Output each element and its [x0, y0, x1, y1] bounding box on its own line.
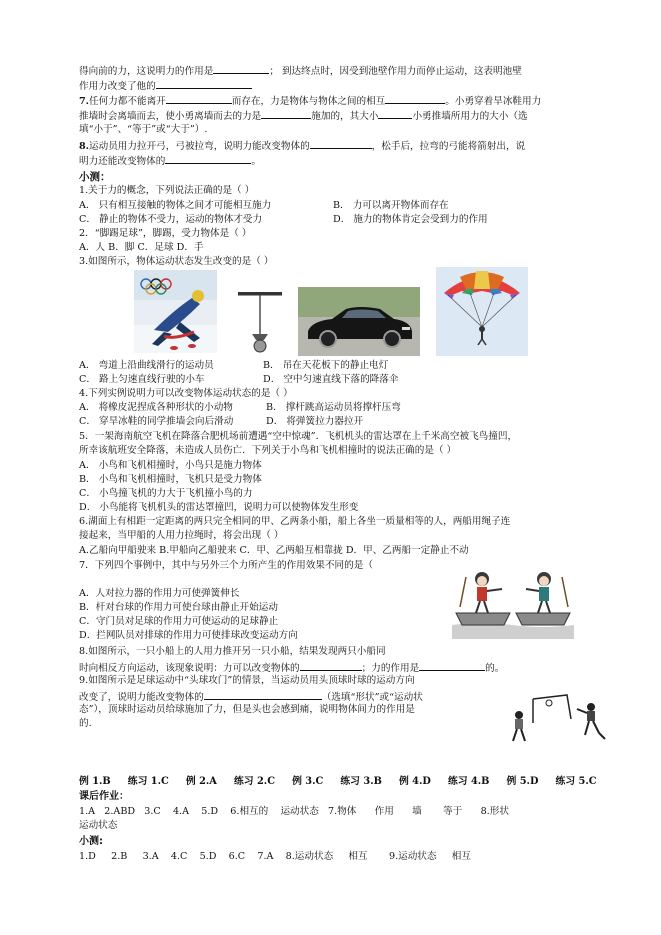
text-span: 时向相反方向运动，该现象说明：力可以改变物体的 — [79, 663, 300, 674]
answer-item: 3.A — [142, 851, 159, 862]
text-span: （选填“形状”或“运动状 — [321, 692, 423, 703]
question-9: 9.如图所示是足球运动中“头球攻门”的情景，当运动员用头顶球时球的运动方向 — [79, 675, 415, 686]
answer-item: 等于 — [443, 806, 463, 817]
question-1: 1.关于力的概念，下列说法正确的是（ ） — [79, 185, 255, 196]
option-c: C． 小鸟撞飞机的力大于飞机撞小鸟的力 — [79, 488, 253, 499]
option-d: D． 施力的物体肯定会受到力的作用 — [333, 214, 488, 225]
question-number: 8. — [79, 141, 90, 152]
answer-item: 例 3.C — [292, 776, 324, 787]
blank-line — [213, 63, 269, 74]
text-line — [79, 108, 528, 124]
question-6-options: A.乙船向甲船驶来 B.甲船向乙船驶来 C．甲、乙两船互相靠拢 D．甲、乙两船一定静止不动 — [79, 545, 469, 556]
answer-row — [79, 805, 509, 819]
text-span: 。 — [251, 156, 261, 167]
text-span: 明力还能改变物体的 — [79, 156, 166, 167]
text-span: 改变了，说明力能改变物体的 — [79, 692, 204, 703]
answer-item: 7.物体 — [327, 806, 357, 817]
answer-item: 2.B — [111, 851, 128, 862]
answer-item: 4.C — [170, 851, 188, 862]
parachute-image — [436, 267, 528, 356]
question-4: 4.下列实例说明力可以改变物体运动状态的是（ ） — [79, 388, 293, 399]
blank-line — [300, 660, 362, 671]
blank-line — [156, 78, 252, 89]
text-line — [79, 153, 261, 169]
text-span: 推墙时会离墙而去，使小勇离墙而去的力是 — [79, 111, 262, 122]
answer-item: 1.D — [79, 851, 96, 862]
answer-row: 运动状态 — [79, 820, 118, 831]
question-2-options: A．人 B．脚 C．足球 D．手 — [79, 242, 204, 253]
answer-item: 练习 4.B — [447, 776, 490, 787]
text-span: 小勇推墙所用力的大小（选 — [412, 111, 528, 122]
blank-line — [261, 108, 311, 119]
option-a: A．人对拉力器的作用力可使弹簧伸长 — [79, 588, 240, 599]
option-d: D．拦网队员对排球的作用力可使排球改变运动方向 — [79, 630, 298, 641]
answer-row — [79, 850, 471, 864]
text-span: 而存在，力是物体与物体之间的相互 — [231, 96, 386, 107]
answer-item: 例 4.D — [398, 776, 431, 787]
answer-item: 练习 5.C — [555, 776, 597, 787]
answer-item: 练习 2.C — [233, 776, 276, 787]
question-5: 5．一架海南航空飞机在降落合肥机场前遭遇“空中惊魂”．飞机机头的雷达罩在上千米高空被飞鸟撞凹， — [79, 431, 518, 442]
text-line — [79, 63, 522, 79]
section-title: 小测： — [79, 171, 111, 183]
text-line: 态”），顶球时运动员给球施加了力，但是头也会感到痛，说明物体间力的作用是 — [79, 704, 415, 715]
answer-item: 相互 — [348, 851, 368, 862]
answer-row — [79, 775, 597, 789]
question-2: 2．“脚踢足球”，脚踢，受力物体是（ ） — [79, 228, 252, 239]
text-line: 所幸该航班安全降落，未造成人员伤亡．下列关于小鸟和飞机相撞时的说法正确的是（ ） — [79, 445, 457, 456]
answer-item: 9.运动状态 — [388, 851, 437, 862]
text-span: 。小勇穿着旱冰鞋用力 — [445, 96, 542, 107]
option-c: C． 路上匀速直线行驶的小车 — [79, 374, 205, 385]
option-a: A． 只有相互接触的物体之间才可能相互施力 — [79, 200, 272, 211]
answer-item: 2.ABD — [104, 806, 136, 817]
option-d: D． 将弹簧拉力器拉开 — [266, 416, 364, 427]
answer-item: 5.D — [201, 806, 219, 817]
option-d: D． 小鸟能将飞机机头的雷达罩撞凹，说明力可以使物体发生形变 — [79, 502, 359, 513]
text-span: ； 到达终点时，因受到池壁作用力而停止运动，这表明池壁 — [269, 66, 522, 77]
answer-item: 1.A — [79, 806, 96, 817]
option-b: B． 吊在天花板下的静止电灯 — [263, 360, 389, 371]
answer-item: 墙 — [412, 806, 422, 817]
text-span: 运动员用力拉开弓，弓被拉弯，说明力能改变物体的 — [89, 141, 310, 152]
text-span: ，松手后，拉弯的弓能将箭射出，说 — [371, 141, 526, 152]
text-span: ；力的作用是 — [361, 663, 420, 674]
homework-title: 课后作业： — [79, 791, 129, 802]
option-b: B． 撑杆跳高运动员将撑杆压弯 — [266, 402, 401, 413]
answer-item: 例 1.B — [79, 776, 111, 787]
question-3: 3.如图所示，物体运动状态发生改变的是（ ） — [79, 256, 274, 267]
test-answers-title: 小测: — [79, 836, 103, 847]
text-line: 接起来，当甲船的人用力拉绳时，将会出现（ ） — [79, 530, 284, 541]
question-8 — [79, 138, 525, 154]
answer-item: 8.形状 — [480, 806, 509, 817]
answer-item: 6.C — [228, 851, 246, 862]
option-a: A． 将橡皮泥捏成各种形状的小动物 — [79, 402, 233, 413]
answer-item: 练习 1.C — [127, 776, 169, 787]
blank-line — [419, 660, 485, 671]
blank-line — [310, 138, 372, 149]
hanging-lamp-image — [232, 290, 288, 354]
option-c: C．守门员对足球的作用力可使运动的足球静止 — [79, 616, 279, 627]
answer-item: 5.D — [199, 851, 217, 862]
blank-line — [166, 93, 232, 104]
answer-item: 练习 3.B — [340, 776, 382, 787]
text-line: 的. — [79, 718, 92, 729]
question-7: 7．下列四个事例中，其中与另外三个力所产生的作用效果不同的是（ — [79, 560, 373, 571]
answer-item: 例 5.D — [506, 776, 539, 787]
answer-item: 8.运动状态 — [285, 851, 334, 862]
blank-line — [165, 153, 251, 164]
option-c: C． 穿旱冰鞋的同学推墙会向后滑动 — [79, 416, 234, 427]
answer-item: 相互 — [451, 851, 471, 862]
text-line — [79, 123, 207, 137]
answer-item: 4.A — [172, 806, 190, 817]
speed-skater-image — [134, 270, 217, 353]
blank-line — [385, 93, 445, 104]
boats-image — [452, 567, 574, 639]
text-span: 的。 — [485, 663, 505, 674]
car-image — [298, 287, 420, 356]
answer-item: 6.相互的 — [230, 806, 269, 817]
option-b: B． 小鸟和飞机相撞时，飞机只是受力物体 — [79, 474, 262, 485]
blank-line — [204, 689, 322, 700]
option-d: D． 空中匀速直线下落的降落伞 — [263, 374, 399, 385]
option-a: A． 弯道上沿曲线滑行的运动员 — [79, 360, 214, 371]
answer-item: 作用 — [374, 806, 394, 817]
text-span: 施加的，其大小 — [311, 111, 379, 122]
answer-item: 例 2.A — [185, 776, 217, 787]
answer-item: 运动状态 — [280, 806, 319, 817]
answer-item: 7.A — [257, 851, 274, 862]
blank-line — [378, 108, 412, 119]
option-a: A． 小鸟和飞机相撞时，小鸟只是施力物体 — [79, 460, 262, 471]
option-c: C． 静止的物体不受力，运动的物体才受力 — [79, 214, 263, 225]
answer-item: 3.C — [144, 806, 161, 817]
option-b: B．杆对台球的作用力可使台球由静止开始运动 — [79, 602, 278, 613]
option-b: B． 力可以离开物体而存在 — [333, 200, 449, 211]
question-7 — [79, 93, 541, 109]
question-6: 6.湖面上有相距一定距离的两只完全相同的甲、乙两条小船，船上各坐一质量相等的人，两船用绳子连 — [79, 516, 511, 527]
question-8: 8.如图所示，一只小船上的人用力推开另一只小船，结果发现两只小船同 — [79, 646, 386, 657]
question-number: 7. — [79, 96, 90, 107]
header-goal-image — [505, 693, 617, 745]
text-line — [79, 78, 252, 94]
text-span: 得向前的力，这说明力的作用是 — [79, 66, 214, 77]
text-span: 作用力改变了他的 — [79, 81, 156, 92]
text-span: 任何力都不能离开 — [89, 96, 166, 107]
text-span: 填“小于”、“等于”或“大于”）. — [79, 124, 208, 135]
